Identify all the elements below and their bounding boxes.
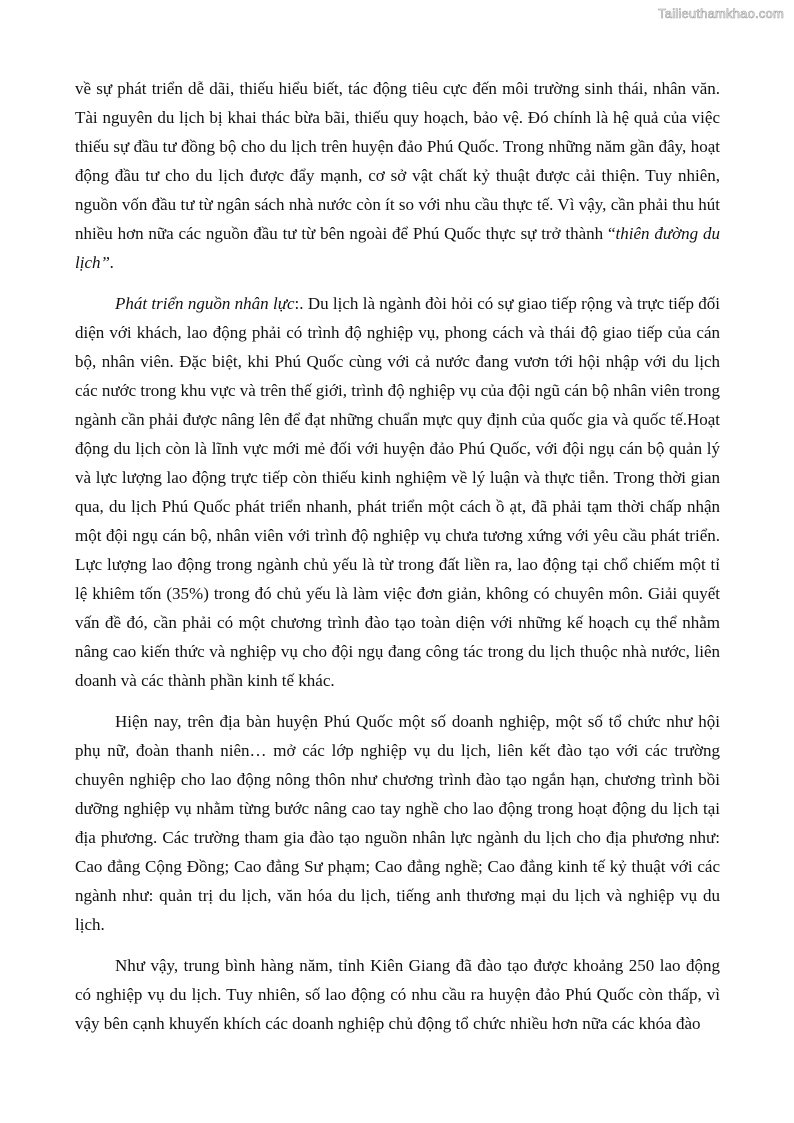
paragraph-2 [75,289,720,695]
paragraph-4-text: Như vậy, trung bình hàng năm, tỉnh Kiên Giang đã đào tạo được khoảng 250 lao động có nghiệp vụ du lịch. Tuy nhiên, số lao động có nhu cầu ra huyện đảo Phú Quốc còn thấp, vì vậy bên cạnh khuyến khích các doanh nghiệp chủ động tổ chức nhiều hơn nữa các khóa đào [75,956,720,1033]
paragraph-3-text: Hiện nay, trên địa bàn huyện Phú Quốc một số doanh nghiệp, một số tổ chức như hội phụ nữ, đoàn thanh niên… mở các lớp nghiệp vụ du lịch, liên kết đào tạo với các trường chuyên nghiệp cho lao động nông thôn như chương trình đào tạo ngắn hạn, chương trình bồi dưỡng nghiệp vụ nhằm từng bước nâng cao tay nghề cho lao động trong hoạt động du lịch tại địa phương. Các trường tham gia đào tạo nguồn nhân lực ngành du lịch cho địa phương như: Cao đẳng Cộng Đồng; Cao đẳng Sư phạm; Cao đẳng nghề; Cao đẳng kinh tế kỷ thuật với các ngành như: quản trị du lịch, văn hóa du lịch, tiếng anh thương mại du lịch và nghiệp vụ du lịch. [75,712,720,934]
paragraph-1-text: về sự phát triển dễ dãi, thiếu hiểu biết, tác động tiêu cực đến môi trường sinh thái, nhân văn. Tài nguyên du lịch bị khai thác bừa bãi, thiếu quy hoạch, bảo vệ. Đó chính là hệ quả của việc thiếu sự đầu tư đồng bộ cho du lịch trên huyện đảo Phú Quốc. Trong những năm gần đây, hoạt động đầu tư cho du lịch được đẩy mạnh, cơ sở vật chất kỷ thuật được cải thiện. Tuy nhiên, nguồn vốn đầu tư từ ngân sách nhà nước còn ít so với nhu cầu thực tế. Vì vậy, cần phải thu hút nhiều hơn nữa các nguồn đầu tư từ bên ngoài để Phú Quốc thực sự trở thành “ [75,79,720,243]
paragraph-3 [75,707,720,939]
paragraph-1-italic: thiên đường du lịch”. [75,224,720,272]
paragraph-4 [75,951,720,1038]
document-body [75,74,720,1050]
paragraph-1 [75,74,720,277]
watermark: Tailieuthamkhao.com [658,6,784,21]
paragraph-2-heading: Phát triển nguồn nhân lực [115,294,295,313]
paragraph-2-text: :. Du lịch là ngành đòi hỏi có sự giao tiếp rộng và trực tiếp đối diện với khách, lao động phải có trình độ nghiệp vụ, phong cách và thái độ giao tiếp của cán bộ, nhân viên. Đặc biệt, khi Phú Quốc cùng với cả nước đang vươn tới hội nhập với du lịch các nước trong khu vực và trên thế giới, trình độ nghiệp vụ của đội ngũ cán bộ nhân viên trong ngành cần phải được nâng lên để đạt những chuẩn mực quy định của quốc gia và quốc tế.Hoạt động du lịch còn là lĩnh vực mới mẻ đối với huyện đảo Phú Quốc, với đội ngụ cán bộ quản lý và lực lượng lao động trực tiếp còn thiếu kinh nghiệm về lý luận và thực tiễn. Trong thời gian qua, du lịch Phú Quốc phát triển nhanh, phát triển một cách ồ ạt, đã phải tạm thời chấp nhận một đội ngụ cán bộ, nhân viên với trình độ nghiệp vụ chưa tương xứng với yêu cầu phát triển. Lực lượng lao động trong ngành chủ yếu là từ trong đất liền ra, lao động tại chổ chiếm một tỉ lệ khiêm tốn (35%) trong đó chủ yếu là làm việc đơn giản, không có chuyên môn. Giải quyết vấn đề đó, cần phải có một chương trình đào tạo toàn diện với những kế hoạch cụ thể nhằm nâng cao kiến thức và nghiệp vụ cho đội ngụ đang công tác trong du lịch thuộc nhà nước, liên doanh và các thành phần kinh tế khác. [75,294,720,690]
